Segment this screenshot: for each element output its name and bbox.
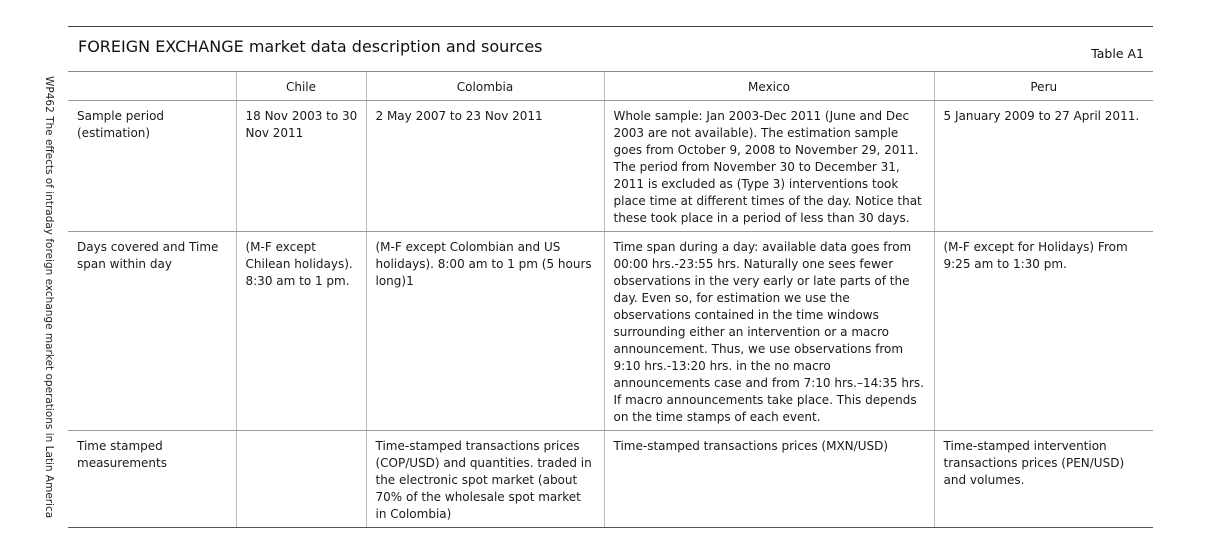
top-rule <box>68 26 1153 27</box>
table-title: FOREIGN EXCHANGE market data description and sources <box>78 37 543 56</box>
cell-mexico: Whole sample: Jan 2003-Dec 2011 (June and Dec 2003 are not available). The estimation sample goes from October 9, 2008 to November 29, 2011. The period from November 30 to December 31, 2011 is excluded as (Type 3) interventions took place time at different times of the day. Notice that these took place in a period of less than 30 days. <box>604 101 934 232</box>
side-note: WP462 The effects of intraday foreign exchange market operations in Latin America <box>43 76 55 519</box>
cell-peru: 5 January 2009 to 27 April 2011. <box>934 101 1153 232</box>
cell-chile: 18 Nov 2003 to 30 Nov 2011 <box>236 101 366 232</box>
table-row <box>68 232 1153 431</box>
header-row <box>68 72 1153 101</box>
data-table <box>68 72 1153 528</box>
table-label: Table A1 <box>1091 46 1144 61</box>
cell-mexico: Time span during a day: available data goes from 00:00 hrs.-23:55 hrs. Naturally one sees fewer observations in the very early or late parts of the day. Even so, for estimation we use the observations contained in the time windows surrounding either an intervention or a macro announcement. Thus, we use observations from 9:10 hrs.-13:20 hrs. in the no macro announcements case and from 7:10 hrs.–14:35 hrs. If macro announcements take place. This depends on the time stamps of each event. <box>604 232 934 431</box>
row-label: Time stamped measurements <box>68 431 236 528</box>
cell-colombia: (M-F except Colombian and US holidays). 8:00 am to 1 pm (5 hours long)1 <box>366 232 604 431</box>
header-chile: Chile <box>236 72 366 101</box>
header-peru: Peru <box>934 72 1153 101</box>
cell-peru: Time-stamped intervention transactions prices (PEN/USD) and volumes. <box>934 431 1153 528</box>
header-mexico: Mexico <box>604 72 934 101</box>
cell-chile: (M-F except Chilean holidays). 8:30 am to 1 pm. <box>236 232 366 431</box>
cell-chile <box>236 431 366 528</box>
table-row <box>68 431 1153 528</box>
header-colombia: Colombia <box>366 72 604 101</box>
cell-mexico: Time-stamped transactions prices (MXN/USD) <box>604 431 934 528</box>
table-row <box>68 101 1153 232</box>
cell-peru: (M-F except for Holidays) From 9:25 am to 1:30 pm. <box>934 232 1153 431</box>
row-label: Sample period (estimation) <box>68 101 236 232</box>
cell-colombia: Time-stamped transactions prices (COP/USD) and quantities. traded in the electronic spot market (about 70% of the wholesale spot market in Colombia) <box>366 431 604 528</box>
row-label: Days covered and Time span within day <box>68 232 236 431</box>
header-blank <box>68 72 236 101</box>
cell-colombia: 2 May 2007 to 23 Nov 2011 <box>366 101 604 232</box>
